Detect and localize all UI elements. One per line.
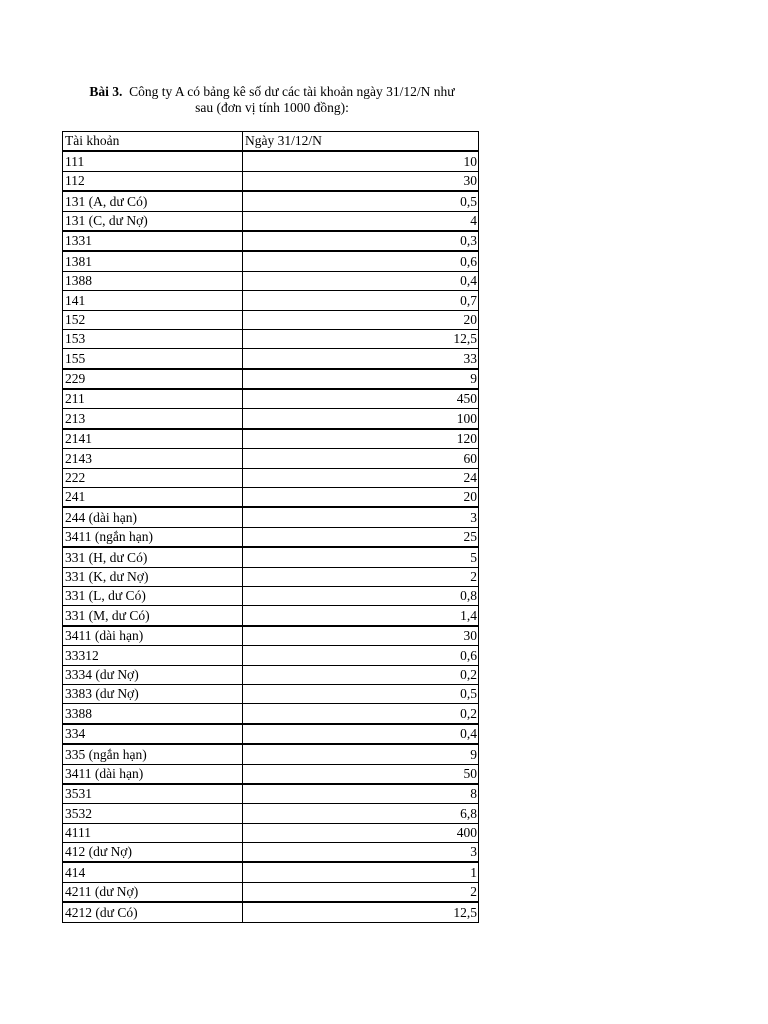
account-cell: 4212 (dư Có) bbox=[63, 902, 243, 922]
account-cell: 153 bbox=[63, 329, 243, 348]
balance-cell: 120 bbox=[243, 429, 479, 449]
heading-line-2: sau (đơn vị tính 1000 đồng): bbox=[195, 100, 349, 115]
table-row bbox=[63, 586, 479, 605]
account-cell: 1388 bbox=[63, 271, 243, 290]
table-row bbox=[63, 231, 479, 251]
balance-cell: 1 bbox=[243, 862, 479, 882]
balance-cell: 2 bbox=[243, 882, 479, 902]
account-cell: 3388 bbox=[63, 704, 243, 724]
account-balance-table bbox=[62, 131, 479, 923]
account-cell: 241 bbox=[63, 488, 243, 508]
account-cell: 141 bbox=[63, 291, 243, 310]
balance-cell: 24 bbox=[243, 468, 479, 487]
table-row bbox=[63, 409, 479, 429]
balance-cell: 4 bbox=[243, 211, 479, 231]
account-cell: 155 bbox=[63, 349, 243, 369]
balance-cell: 3 bbox=[243, 507, 479, 527]
table-row bbox=[63, 882, 479, 902]
balance-cell: 0,3 bbox=[243, 231, 479, 251]
column-header-account: Tài khoản bbox=[63, 132, 243, 152]
table-row bbox=[63, 211, 479, 231]
table-row bbox=[63, 488, 479, 508]
balance-cell: 8 bbox=[243, 784, 479, 804]
account-cell: 3532 bbox=[63, 804, 243, 823]
balance-cell: 0,6 bbox=[243, 646, 479, 665]
account-cell: 412 (dư Nợ) bbox=[63, 843, 243, 863]
account-cell: 229 bbox=[63, 369, 243, 389]
exercise-heading bbox=[60, 84, 484, 116]
table-row bbox=[63, 724, 479, 744]
account-cell: 2143 bbox=[63, 449, 243, 468]
balance-cell: 0,5 bbox=[243, 191, 479, 211]
table-row bbox=[63, 369, 479, 389]
table-row bbox=[63, 507, 479, 527]
account-cell: 334 bbox=[63, 724, 243, 744]
table-row bbox=[63, 567, 479, 586]
balance-cell: 0,8 bbox=[243, 586, 479, 605]
balance-cell: 0,4 bbox=[243, 271, 479, 290]
account-cell: 1331 bbox=[63, 231, 243, 251]
table-row bbox=[63, 468, 479, 487]
table-row bbox=[63, 862, 479, 882]
balance-cell: 9 bbox=[243, 369, 479, 389]
account-cell: 1381 bbox=[63, 251, 243, 271]
account-cell: 3411 (dài hạn) bbox=[63, 626, 243, 646]
account-cell: 152 bbox=[63, 310, 243, 329]
table-row bbox=[63, 310, 479, 329]
table-row bbox=[63, 626, 479, 646]
balance-cell: 9 bbox=[243, 744, 479, 764]
account-cell: 213 bbox=[63, 409, 243, 429]
balance-cell: 10 bbox=[243, 151, 479, 171]
balance-cell: 20 bbox=[243, 488, 479, 508]
balance-cell: 2 bbox=[243, 567, 479, 586]
account-cell: 3411 (dài hạn) bbox=[63, 764, 243, 784]
table-row bbox=[63, 251, 479, 271]
account-cell: 4111 bbox=[63, 823, 243, 842]
balance-cell: 5 bbox=[243, 547, 479, 567]
balance-cell: 20 bbox=[243, 310, 479, 329]
account-cell: 331 (M, dư Có) bbox=[63, 606, 243, 626]
table-row bbox=[63, 764, 479, 784]
exercise-description: Công ty A có bảng kê số dư các tài khoản ngày 31/12/N như bbox=[129, 84, 455, 99]
balance-cell: 33 bbox=[243, 349, 479, 369]
heading-line-1 bbox=[60, 84, 484, 100]
table-row bbox=[63, 784, 479, 804]
account-cell: 131 (A, dư Có) bbox=[63, 191, 243, 211]
account-cell: 4211 (dư Nợ) bbox=[63, 882, 243, 902]
balance-cell: 30 bbox=[243, 171, 479, 191]
balance-cell: 100 bbox=[243, 409, 479, 429]
account-cell: 211 bbox=[63, 389, 243, 409]
balance-cell: 400 bbox=[243, 823, 479, 842]
table-row bbox=[63, 449, 479, 468]
balance-cell: 12,5 bbox=[243, 902, 479, 922]
balance-cell: 0,2 bbox=[243, 665, 479, 684]
account-cell: 331 (K, dư Nợ) bbox=[63, 567, 243, 586]
table-row bbox=[63, 271, 479, 290]
table-row bbox=[63, 744, 479, 764]
balance-cell: 3 bbox=[243, 843, 479, 863]
table-row bbox=[63, 704, 479, 724]
balance-cell: 25 bbox=[243, 527, 479, 547]
balance-cell: 0,7 bbox=[243, 291, 479, 310]
balance-cell: 0,4 bbox=[243, 724, 479, 744]
balance-cell: 12,5 bbox=[243, 329, 479, 348]
exercise-label: Bài 3. bbox=[89, 84, 123, 99]
table-row bbox=[63, 527, 479, 547]
account-cell: 244 (dài hạn) bbox=[63, 507, 243, 527]
table-row bbox=[63, 329, 479, 348]
table-row bbox=[63, 547, 479, 567]
balance-cell: 1,4 bbox=[243, 606, 479, 626]
account-cell: 331 (L, dư Có) bbox=[63, 586, 243, 605]
account-cell: 414 bbox=[63, 862, 243, 882]
table-row bbox=[63, 646, 479, 665]
account-cell: 3383 (dư Nợ) bbox=[63, 684, 243, 703]
balance-cell: 0,5 bbox=[243, 684, 479, 703]
table-row bbox=[63, 389, 479, 409]
account-cell: 3334 (dư Nợ) bbox=[63, 665, 243, 684]
table-row bbox=[63, 823, 479, 842]
table-row bbox=[63, 191, 479, 211]
account-cell: 3411 (ngắn hạn) bbox=[63, 527, 243, 547]
table-row bbox=[63, 804, 479, 823]
account-cell: 331 (H, dư Có) bbox=[63, 547, 243, 567]
table-row bbox=[63, 902, 479, 922]
balance-cell: 450 bbox=[243, 389, 479, 409]
table-row bbox=[63, 684, 479, 703]
balance-cell: 60 bbox=[243, 449, 479, 468]
balance-cell: 6,8 bbox=[243, 804, 479, 823]
account-cell: 131 (C, dư Nợ) bbox=[63, 211, 243, 231]
table-row bbox=[63, 429, 479, 449]
account-cell: 335 (ngắn hạn) bbox=[63, 744, 243, 764]
table-header-row bbox=[63, 132, 479, 152]
table-row bbox=[63, 843, 479, 863]
table-row bbox=[63, 606, 479, 626]
account-cell: 3531 bbox=[63, 784, 243, 804]
column-header-date: Ngày 31/12/N bbox=[243, 132, 479, 152]
table-row bbox=[63, 151, 479, 171]
table-row bbox=[63, 291, 479, 310]
account-cell: 222 bbox=[63, 468, 243, 487]
table-row bbox=[63, 171, 479, 191]
balance-cell: 50 bbox=[243, 764, 479, 784]
table-row bbox=[63, 349, 479, 369]
table-row bbox=[63, 665, 479, 684]
balance-cell: 30 bbox=[243, 626, 479, 646]
account-cell: 111 bbox=[63, 151, 243, 171]
account-cell: 33312 bbox=[63, 646, 243, 665]
account-cell: 2141 bbox=[63, 429, 243, 449]
account-cell: 112 bbox=[63, 171, 243, 191]
balance-cell: 0,6 bbox=[243, 251, 479, 271]
balance-cell: 0,2 bbox=[243, 704, 479, 724]
